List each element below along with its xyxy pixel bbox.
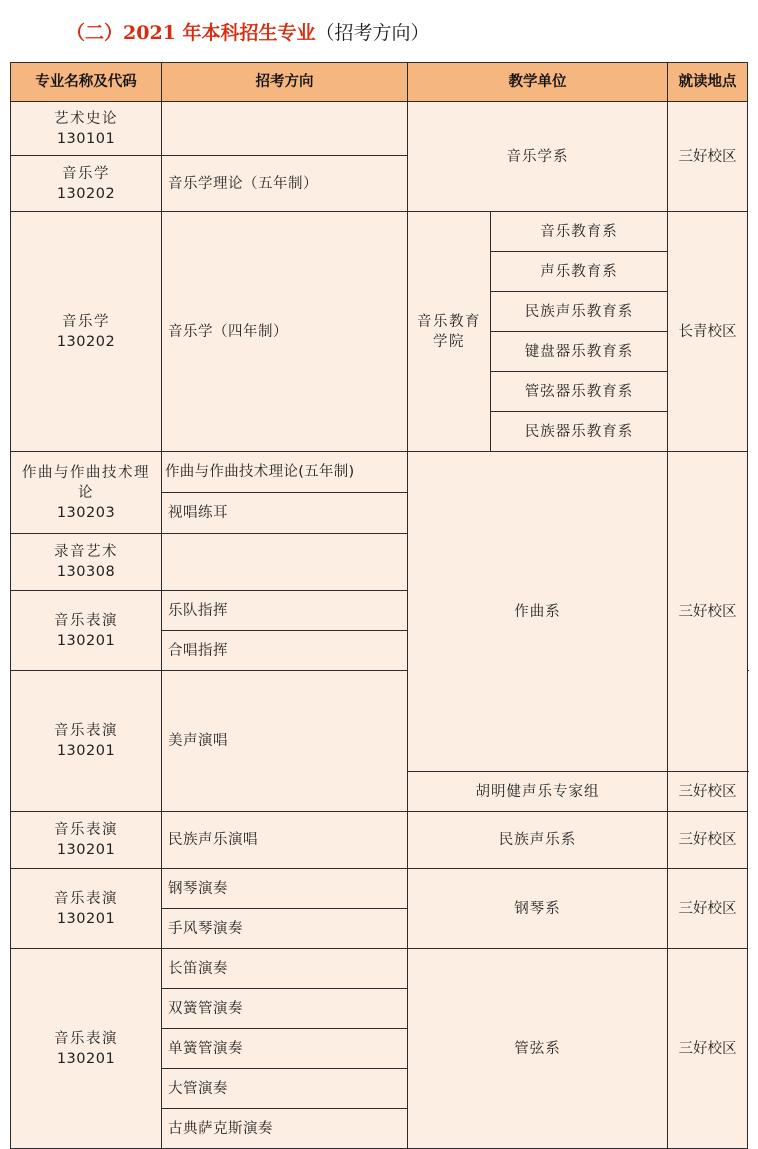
campus-cell: 三好校区: [668, 869, 748, 949]
department-cell: 民族器乐教育系: [491, 412, 668, 452]
direction-cell: 视唱练耳: [162, 493, 408, 534]
major-name: 音乐表演: [54, 890, 118, 907]
department-cell: 管弦器乐教育系: [491, 372, 668, 412]
unit-cell: 胡明健声乐专家组: [408, 772, 668, 812]
table-row: [11, 212, 748, 252]
direction-cell: 民族声乐演唱: [162, 812, 408, 869]
college-cell: [408, 212, 491, 452]
table-header-row: [11, 63, 748, 102]
unit-cell: 钢琴系: [408, 869, 668, 949]
direction-cell: [162, 102, 408, 156]
major-cell: [11, 812, 162, 869]
major-code: 130308: [56, 564, 116, 580]
header-campus: 就读地点: [668, 63, 748, 102]
major-name: 艺术史论: [54, 110, 118, 127]
header-direction: 招考方向: [162, 63, 408, 102]
admissions-table: [10, 62, 748, 1149]
direction-cell: 钢琴演奏: [162, 869, 408, 909]
major-name: 录音艺术: [54, 544, 118, 560]
campus-cell: 三好校区: [668, 452, 748, 772]
header-major: 专业名称及代码: [11, 63, 162, 102]
major-code: 130201: [56, 910, 116, 927]
major-name: 音乐表演: [54, 612, 118, 629]
campus-cell: 三好校区: [668, 102, 748, 212]
major-cell: [11, 869, 162, 949]
campus-cell: 三好校区: [668, 812, 748, 869]
title-main: （二）2021 年本科招生专业: [66, 22, 316, 44]
direction-cell: 手风琴演奏: [162, 909, 408, 949]
major-name: 音乐表演: [54, 822, 118, 838]
major-name: 音乐学: [62, 313, 110, 330]
college-name: 音乐教育学院: [417, 313, 481, 350]
title-suffix: （招考方向）: [315, 22, 430, 44]
unit-cell: 管弦系: [408, 949, 668, 1149]
major-name: 音乐学: [62, 165, 110, 182]
direction-cell: 音乐学（四年制）: [162, 212, 408, 452]
major-cell: [11, 102, 162, 156]
table-row: [11, 812, 748, 869]
department-cell: 民族声乐教育系: [491, 292, 668, 332]
direction-cell: 美声演唱: [162, 671, 408, 812]
direction-cell: 合唱指挥: [162, 631, 408, 671]
header-unit: 教学单位: [408, 63, 668, 102]
major-code: 130201: [56, 1050, 116, 1067]
campus-cell: 长青校区: [668, 212, 748, 452]
direction-cell: [162, 534, 408, 591]
major-cell: [11, 156, 162, 212]
major-cell: [11, 591, 162, 671]
table-row: [11, 869, 748, 909]
department-cell: 音乐教育系: [491, 212, 668, 252]
major-code: 130201: [56, 743, 116, 759]
major-cell: [11, 671, 162, 812]
major-code: 130201: [56, 842, 116, 858]
major-name: 作曲与作曲技术理论: [22, 464, 150, 501]
table-row: [11, 949, 748, 989]
major-cell: [11, 534, 162, 591]
major-name: 音乐表演: [54, 1030, 118, 1047]
major-code: 130203: [56, 504, 116, 521]
department-cell: 声乐教育系: [491, 252, 668, 292]
department-cell: 键盘器乐教育系: [491, 332, 668, 372]
major-cell: [11, 212, 162, 452]
major-code: 130202: [56, 185, 116, 202]
major-code: 130201: [56, 632, 116, 649]
campus-cell: 三好校区: [668, 949, 748, 1149]
unit-cell: 作曲系: [408, 452, 668, 772]
direction-cell: 乐队指挥: [162, 591, 408, 631]
page-title: [66, 18, 430, 48]
major-code: 130101: [56, 130, 116, 147]
direction-cell: 大管演奏: [162, 1069, 408, 1109]
unit-cell: 音乐学系: [408, 102, 668, 212]
campus-cell: 三好校区: [668, 772, 748, 812]
major-cell: [11, 949, 162, 1149]
direction-cell: 长笛演奏: [162, 949, 408, 989]
direction-cell: 双簧管演奏: [162, 989, 408, 1029]
major-code: 130202: [56, 333, 116, 350]
unit-cell: 民族声乐系: [408, 812, 668, 869]
direction-cell: 作曲与作曲技术理论(五年制): [162, 452, 408, 493]
direction-cell: 音乐学理论（五年制）: [162, 156, 408, 212]
table-row: [11, 102, 748, 156]
direction-cell: 单簧管演奏: [162, 1029, 408, 1069]
major-cell: [11, 452, 162, 534]
direction-cell: 古典萨克斯演奏: [162, 1109, 408, 1149]
table-row: [11, 452, 748, 493]
major-name: 音乐表演: [54, 723, 118, 739]
